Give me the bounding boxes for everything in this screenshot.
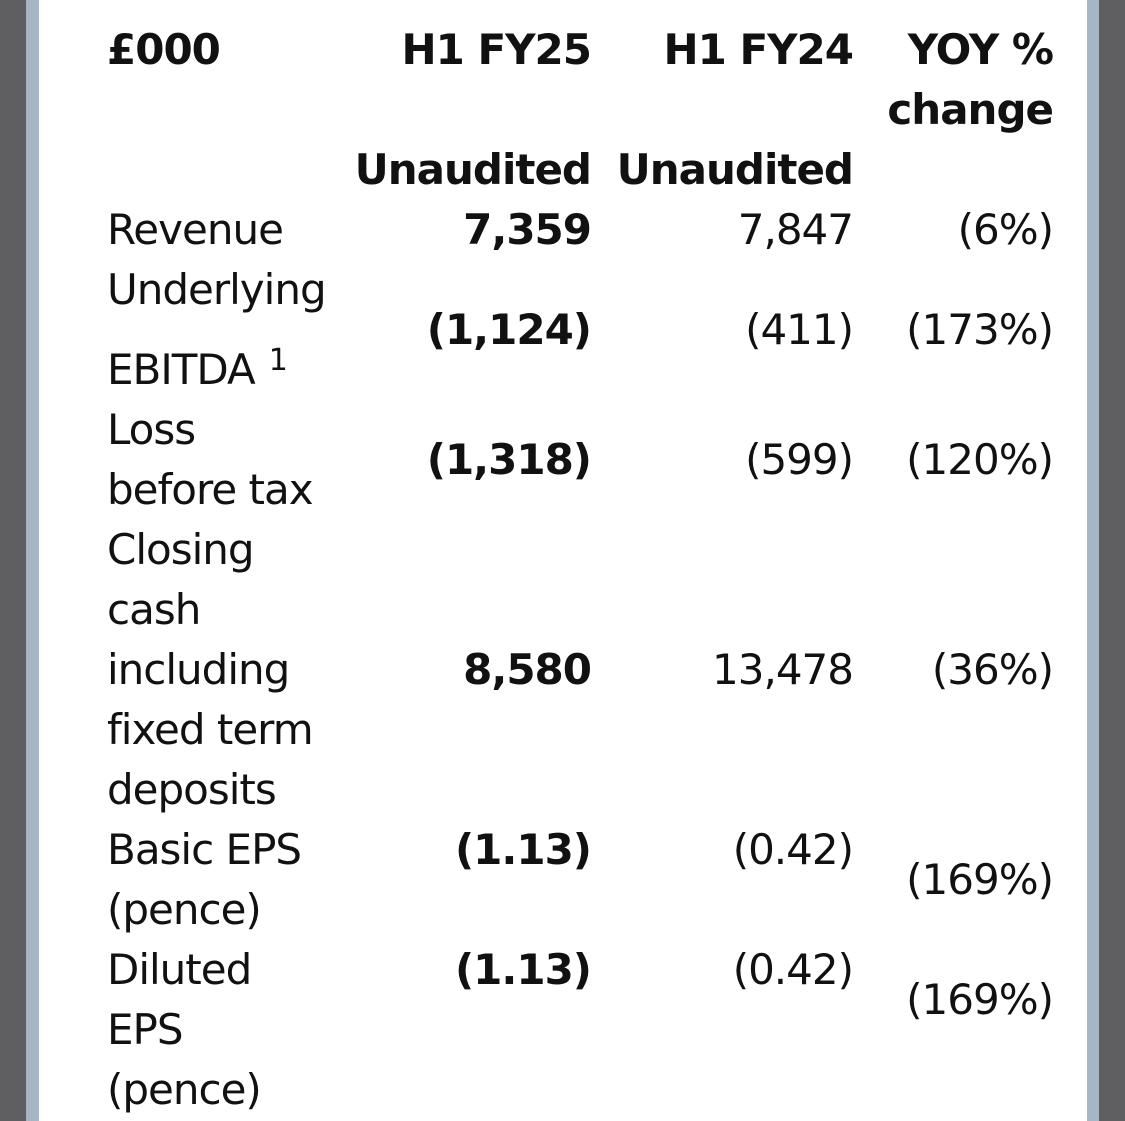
left-border bbox=[26, 0, 39, 1121]
header-h1-fy25-unaudited: Unaudited bbox=[354, 145, 591, 194]
loss-before-tax-yoy: (120%) bbox=[906, 435, 1053, 484]
row-label-basic-eps-line2: (pence) bbox=[107, 885, 261, 934]
ebitda-h1-fy25: (1,124) bbox=[426, 305, 591, 354]
row-label-ebitda-text: EBITDA bbox=[107, 345, 255, 394]
closing-cash-yoy: (36%) bbox=[931, 645, 1053, 694]
header-h1-fy24: H1 FY24 bbox=[663, 25, 853, 74]
row-label-loss-before-tax-line2: before tax bbox=[107, 465, 313, 514]
row-label-underlying-ebitda-line2 bbox=[107, 340, 287, 405]
row-label-closing-cash-line3: including bbox=[107, 645, 290, 694]
row-label-underlying-ebitda-line1: Underlying bbox=[107, 265, 326, 314]
row-label-diluted-eps-line3: (pence) bbox=[107, 1065, 261, 1114]
revenue-h1-fy25: 7,359 bbox=[463, 205, 591, 254]
right-border bbox=[1087, 0, 1099, 1121]
header-yoy-change-line2: change bbox=[887, 85, 1053, 134]
row-label-closing-cash-line2: cash bbox=[107, 585, 201, 634]
loss-before-tax-h1-fy25: (1,318) bbox=[426, 435, 591, 484]
revenue-yoy: (6%) bbox=[957, 205, 1053, 254]
financial-table bbox=[39, 0, 1087, 1121]
ebitda-yoy: (173%) bbox=[906, 305, 1053, 354]
footnote-marker: 1 bbox=[268, 343, 287, 378]
closing-cash-h1-fy24: 13,478 bbox=[712, 645, 853, 694]
row-label-diluted-eps-line1: Diluted bbox=[107, 945, 252, 994]
row-label-closing-cash-line4: fixed term bbox=[107, 705, 313, 754]
closing-cash-h1-fy25: 8,580 bbox=[463, 645, 591, 694]
row-label-revenue: Revenue bbox=[107, 205, 283, 254]
row-label-loss-before-tax-line1: Loss bbox=[107, 405, 196, 454]
ebitda-h1-fy24: (411) bbox=[745, 305, 853, 354]
basic-eps-h1-fy24: (0.42) bbox=[732, 825, 853, 874]
row-label-diluted-eps-line2: EPS bbox=[107, 1005, 183, 1054]
revenue-h1-fy24: 7,847 bbox=[737, 205, 853, 254]
loss-before-tax-h1-fy24: (599) bbox=[745, 435, 853, 484]
basic-eps-yoy: (169%) bbox=[906, 855, 1053, 904]
row-label-basic-eps-line1: Basic EPS bbox=[107, 825, 302, 874]
header-yoy-change-line1: YOY % bbox=[907, 25, 1053, 74]
diluted-eps-h1-fy24: (0.42) bbox=[732, 945, 853, 994]
basic-eps-h1-fy25: (1.13) bbox=[454, 825, 591, 874]
diluted-eps-yoy: (169%) bbox=[906, 975, 1053, 1024]
header-currency-unit: £000 bbox=[107, 25, 220, 74]
header-h1-fy25: H1 FY25 bbox=[401, 25, 591, 74]
row-label-closing-cash-line1: Closing bbox=[107, 525, 254, 574]
header-h1-fy24-unaudited: Unaudited bbox=[616, 145, 853, 194]
row-label-closing-cash-line5: deposits bbox=[107, 765, 276, 814]
diluted-eps-h1-fy25: (1.13) bbox=[454, 945, 591, 994]
